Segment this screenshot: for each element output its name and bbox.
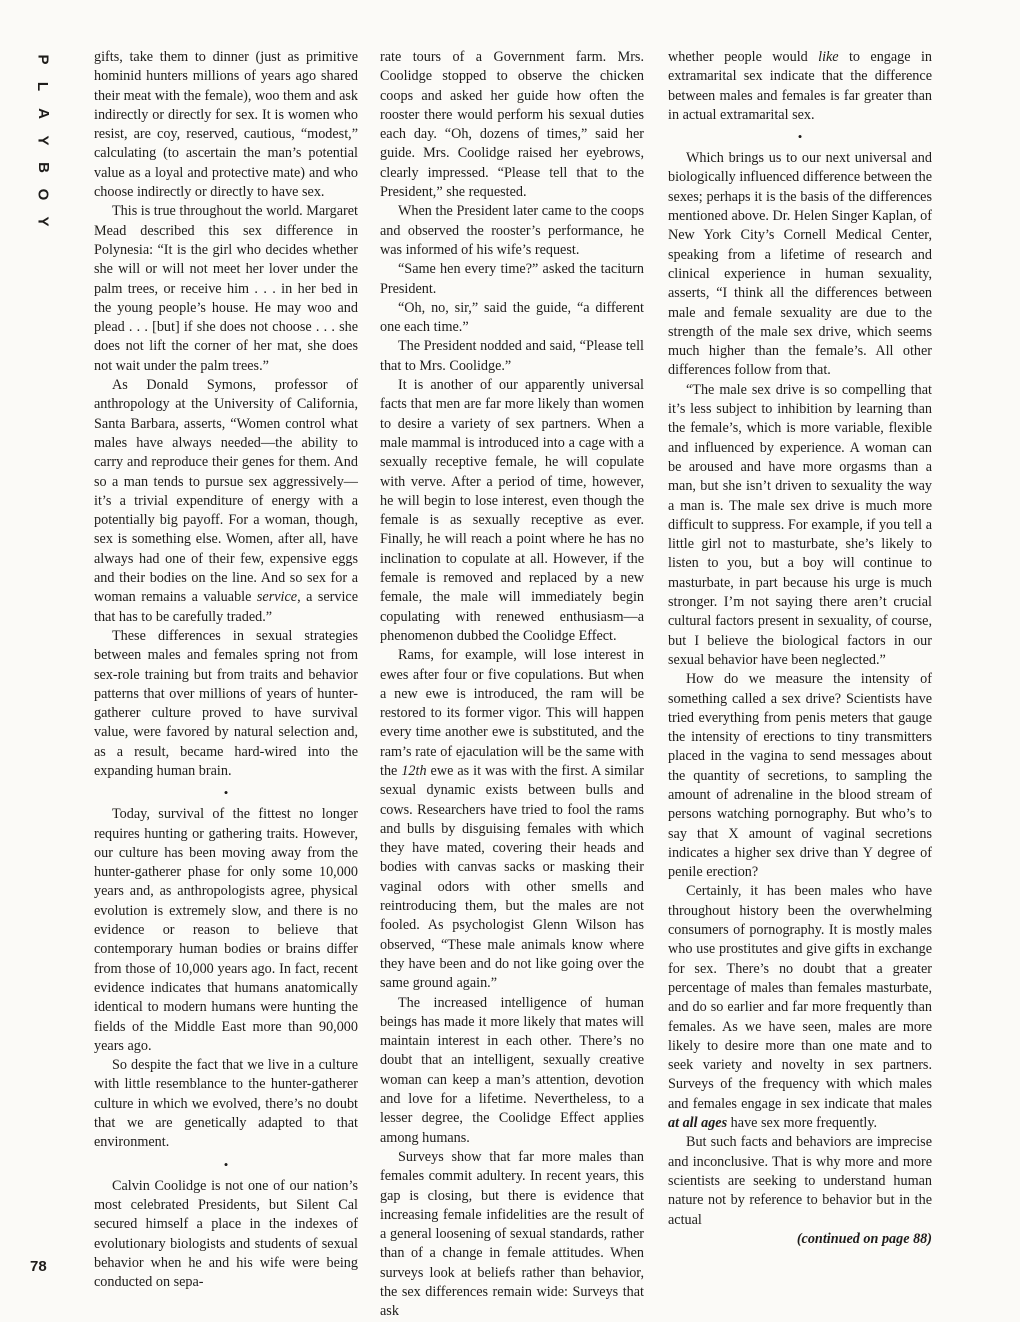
masthead-letter: P [34,54,52,65]
text-column-3 [668,48,932,1249]
masthead-letter: L [34,81,52,92]
text-run: to engage in extramarital sex indicate that the difference between males and females is far greater than in actual extramarital sex. [668,49,932,123]
paragraph [94,376,358,627]
paragraph [668,882,932,1133]
paragraph: Calvin Coolidge is not one of our nation’s most celebrated Presidents, but Silent Cal secured himself a place in the indexes of evolutionary biologists and students of sexual behavior when he and his wife were being conducted on sepa- [94,1177,358,1291]
section-bullet: • [797,129,803,145]
text-column-1 [94,48,358,1292]
masthead-letter: A [34,108,52,119]
paragraph: “The male sex drive is so compelling that it’s less subject to inhibition by learning than the female’s, which is more variable, flexible and influenced by experience. A woman can be aroused and have more orgasms than a man, but she isn’t driven to sexuality the way a man is. The male sex drive is much more difficult to suppress. For example, if you tell a little girl not to masturbate, she’s likely to listen to you, but a boy will continue to masturbate, in part because his urge is much stronger. I’m not saying there aren’t crucial cultural factors present in sexuality, of course, but I believe the biological factors in our sexual behavior have been neglected.” [668,381,932,668]
paragraph: How do we measure the intensity of something called a sex drive? Scientists have tried everything from penis meters that gauge the intensity of erections to tiny transmitters placed in the vagina to send messages about the quantity of secretions, to sampling the amount of adrenaline in the blood stream of persons watching pornography. But who’s to say that X amount of vaginal secretions indicates a higher sex drive than Y degree of penile erection? [668,671,932,881]
paragraph: gifts, take them to dinner (just as primitive hominid hunters millions of years ago shared their meat with the female), woo them and ask indirectly or directly for sex. It is women who resist, are coy, reserved, cautious, “modest,” calculating (to ascertain the man’s potential value as a loyal and protective mate) and who choose indirectly or directly to have sex. [94,49,358,201]
section-bullet: • [223,1156,229,1172]
paragraph: “Oh, no, sir,” said the guide, “a different one each time.” [380,299,644,336]
paragraph: So despite the fact that we live in a culture with little resemblance to the hunter-gatherer culture in which we evolved, there’s no doubt that we are genetically adapted to that environment. [94,1057,358,1151]
paragraph: The increased intelligence of human beings has made it more likely that mates will maintain interest in each other. There’s no doubt that an intelligent, sexually creative woman can keep a man’s attention, devotion and love for a lifetime. Nevertheless, to a lesser degree, the Coolidge Effect applies among humans. [380,994,644,1146]
paragraph: When the President later came to the coops and observed the rooster’s performance, he was informed of his wife’s request. [380,203,644,258]
text-column-2 [380,48,644,1322]
text-run: have sex more frequently. [727,1115,878,1132]
text-run: whether people would [668,49,819,65]
paragraph [380,646,644,993]
magazine-masthead [28,46,58,235]
italic-run: like [818,49,839,65]
paragraph [668,48,932,125]
text-run: Rams, for example, will lose interest in ewes after four or five copulations. But when a new ewe is introduced, the ram will be restored to its former vigor. This will happen every time another ewe is substituted, and the ram’s rate of ejaculation will be the same with the [380,647,644,779]
page-number: 78 [30,1258,47,1275]
paragraph: The President nodded and said, “Please tell that to Mrs. Coolidge.” [380,338,644,374]
section-bullet: • [223,785,229,801]
text-run: , a service that has to be carefully traded.” [94,589,358,625]
paragraph: rate tours of a Government farm. Mrs. Coolidge stopped to observe the chicken coops and asked her guide how often the rooster there would perform his sexual duties each day. “Oh, dozens of times,” said her guide. Mrs. Coolidge raised her eyebrows, clearly impressed. “Please tell that to the President,” she requested. [380,49,644,201]
italic-run: service [256,589,298,606]
continued-line: (continued on page 88) [796,1230,932,1247]
text-run: As Donald Symons, professor of anthropology at the University of California, Santa Barbara, asserts, “Women control what males have always needed—the ability to carry and reproduce their genes for them. And so a man tends to pursue sex aggressively—it’s a trivial expenditure of energy with a potentially big payoff. For a woman, though, sex is something else. Women, after all, have always had one of their few, expensive eggs and their bodies on the line. And so sex for a woman remains a valuable [94,377,358,606]
paragraph: These differences in sexual strategies between males and females spring not from sex-role training but from traits and behavior patterns that over millions of years of hunter-gatherer culture proved to have survival value, were favored by natural selection and, as a result, became hard-wired into the expanding human brain. [94,627,358,779]
paragraph: “Same hen every time?” asked the taciturn President. [380,261,644,297]
italic-run: at all ages [668,1115,728,1132]
paragraph: This is true throughout the world. Margaret Mead described this sex difference in Polynesia: “It is the girl who decides whether she will or will not meet her lover under the palm trees, or receive him . . . in her bed in the young people’s house. He may woo and plead . . . [but] if she does not choose . . . she does not lift the corner of her mat, she does not wait under the palm trees.” [94,203,359,374]
paragraph: Surveys show that far more males than females commit adultery. In recent years, this gap is closing, but there is evidence that increasing female infidelities are the result of a general loosening of sexual standards, rather than of a change in female attitudes. When surveys look at beliefs rather than behavior, the sex differences remain wide: Surveys that ask [380,1148,644,1320]
masthead-letter: Y [34,216,52,227]
paragraph: Which brings us to our next universal and biologically influenced difference between the sexes; perhaps it is the basis of the differences mentioned above. Dr. Helen Singer Kaplan, of New York City’s Cornell Medical Center, speaking from a lifetime of research and clinical experience in human sexuality, asserts, “I think all the differences between male and female sexuality are due to the strength of the male sex drive, which seems much higher than the female’s. All other differences follow from that. [668,150,932,379]
masthead-letter: O [34,188,52,201]
text-run: Certainly, it has been males who have throughout history been the overwhelming consumers of pornography. It is mostly males who use prostitutes and give gifts in exchange for sex. There’s no doubt that a greater percentage of males than females masturbate, and do so earlier and far more frequently than females. As we have seen, males are more likely to desire more than one mate and to seek variety and novelty in sex partners. Surveys of the frequency with which males and females engage in sex indicate that males [668,883,932,1112]
masthead-letter: Y [34,135,52,146]
paragraph: It is another of our apparently universal facts that men are far more likely than women to desire a variety of sex partners. When a male mammal is introduced into a cage with a sexually receptive female, he will copulate with verve. After a period of time, however, he will begin to lose interest, even though the female is as sexually receptive as ever. Finally, he will reach a point where he has no inclination to copulate at all. However, if the female is removed and replaced by a new female, the male will immediately begin copulating with renewed enthusiasm—a phenomenon dubbed the Coolidge Effect. [380,377,644,644]
masthead-letter: B [34,162,52,173]
text-run: ewe as it was with the first. A similar sexual dynamic exists between bulls and cows. Researchers have tried to fool the rams and bulls by disguising females with which they have mated, covering their heads and bodies with canvas sacks or masking their vaginal odors with other smells and reintroducing them, but the males are not fooled. As psychologist Glenn Wilson has observed, “These male animals know where they have been and do not like going over the same ground again.” [380,762,644,992]
paragraph: But such facts and behaviors are imprecise and inconclusive. That is why more and more scientists are seeking to understand human nature not by reference to behavior but in the actual [668,1134,932,1228]
italic-run: 12th [401,762,427,779]
paragraph: Today, survival of the fittest no longer requires hunting or gathering traits. However, our culture has been moving away from the hunter-gatherer phase for only some 10,000 years and, as anthropologists agree, physical evolution is extremely slow, and there is no evidence or reason to believe that contemporary human bodies or brains differ from those of 10,000 years ago. In fact, recent evidence indicates that humans anatomically identical to modern humans were hunting the fields of the Middle East more than 90,000 years ago. [94,806,358,1054]
